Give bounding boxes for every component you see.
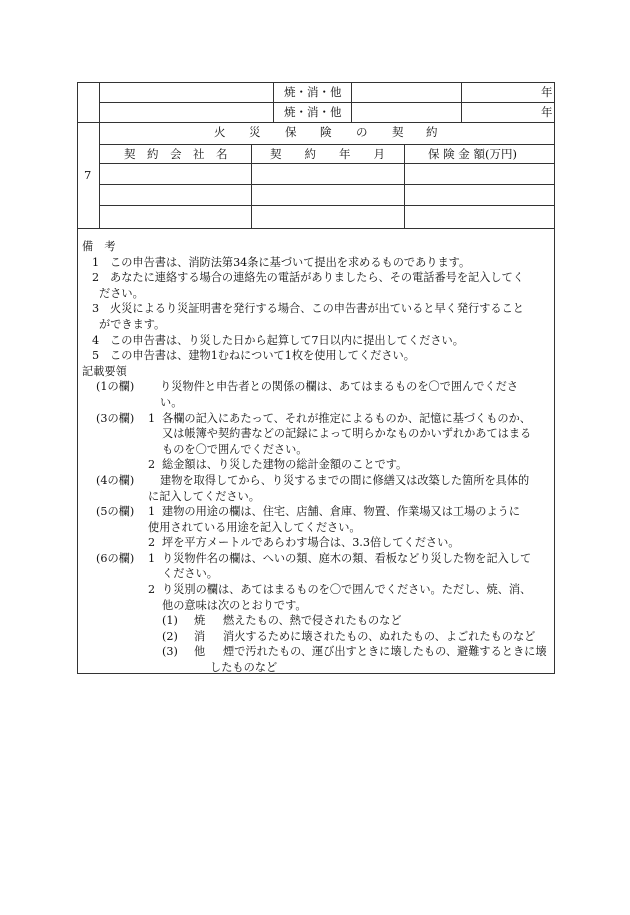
instruction-row: 使用されている用途を記入してください。 bbox=[148, 520, 361, 534]
instruction-row: (4の欄) 建物を取得してから、り災するまでの間に修繕又は改築した箇所を具体的 bbox=[96, 473, 530, 487]
notes-heading: 備 考 bbox=[82, 240, 116, 253]
note-item-continued: ができます。 bbox=[99, 317, 166, 331]
column-line bbox=[404, 144, 405, 228]
notes-section bbox=[82, 239, 552, 676]
instruction-row: 2 り災別の欄は、あてはまるものを〇で囲んでください。ただし、焼、消、 bbox=[148, 583, 532, 597]
header-contract-company: 契 約 会 社 名 bbox=[124, 147, 228, 161]
row-number-column-line bbox=[99, 122, 100, 228]
instruction-row: ください。 bbox=[162, 567, 218, 581]
instruction-row: 2 坪を平方メートルであらわす場合は、3.3倍してください。 bbox=[148, 536, 460, 550]
row-divider bbox=[99, 144, 555, 145]
note-item: 5 この申告書は、建物1むねについて1枚を使用してください。 bbox=[92, 349, 415, 363]
section-divider bbox=[77, 122, 555, 123]
note-item: 1 この申告書は、消防法第34条に基づいて提出を求めるものであります。 bbox=[92, 255, 471, 269]
note-item: 4 この申告書は、り災した日から起算して7日以内に提出してください。 bbox=[92, 333, 464, 347]
row-divider bbox=[99, 163, 555, 164]
section-number: 7 bbox=[84, 168, 92, 182]
note-item-continued: ださい。 bbox=[99, 286, 144, 300]
damage-type-cell: 焼・消・他 bbox=[284, 85, 342, 99]
year-unit-cell: 年 bbox=[541, 85, 553, 99]
instruction-row: (1の欄) り災物件と申告者との関係の欄は、あてはまるものを〇で囲んでくださ bbox=[96, 380, 519, 394]
instruction-subitem: (1) 焼 燃えたもの、熱で侵されたものなど bbox=[162, 614, 402, 628]
row-divider bbox=[99, 184, 555, 185]
note-item: 3 火災によるり災証明書を発行する場合、この申告書が出ていると早く発行すること bbox=[92, 302, 524, 316]
instruction-row: (3の欄) 1 各欄の記入にあたって、それが推定によるものか、記憶に基づくものか、 bbox=[96, 411, 531, 425]
column-line bbox=[351, 82, 352, 122]
instruction-subitem-continued: したものなど bbox=[210, 661, 278, 675]
instruction-row: 他の意味は次のとおりです。 bbox=[162, 598, 307, 612]
header-insurance-amount: 保 険 金 額(万円) bbox=[428, 147, 517, 161]
note-item: 2 あなたに連絡する場合の連絡先の電話がありましたら、その電話番号を記入してく bbox=[92, 271, 524, 285]
row-divider bbox=[99, 205, 555, 206]
instruction-row: ものを〇で囲んでください。 bbox=[162, 442, 308, 456]
instruction-row: (6の欄) 1 り災物件名の欄は、へいの類、庭木の類、看板などり災した物を記入して bbox=[96, 551, 532, 565]
column-line bbox=[251, 144, 252, 228]
damage-type-cell: 焼・消・他 bbox=[284, 105, 342, 119]
column-line bbox=[273, 82, 274, 122]
header-contract-year-month: 契 約 年 月 bbox=[270, 147, 385, 161]
instruction-row: 又は帳簿や契約書などの記録によって明らかなものかいずれかあてはまる bbox=[162, 427, 532, 441]
instruction-subitem: (2) 消 消火するために壊されたもの、ぬれたもの、よごれたものなど bbox=[162, 629, 536, 643]
row-divider bbox=[99, 102, 555, 103]
instruction-row: い。 bbox=[160, 395, 183, 409]
instruction-row: (5の欄) 1 建物の用途の欄は、住宅、店舗、倉庫、物置、作業場又は工場のように bbox=[96, 505, 521, 519]
column-line bbox=[461, 82, 462, 122]
section-divider bbox=[77, 228, 555, 229]
year-unit-cell: 年 bbox=[541, 105, 553, 119]
instruction-subitem: (3) 他 煙で汚れたもの、運び出すときに壊したもの、避難するときに壊 bbox=[162, 645, 547, 659]
instruction-row: 2 総金額は、り災した建物の総計金額のことです。 bbox=[148, 458, 408, 472]
instruction-row: に記入してください。 bbox=[148, 489, 260, 503]
instructions-heading: 記載要領 bbox=[82, 364, 127, 378]
